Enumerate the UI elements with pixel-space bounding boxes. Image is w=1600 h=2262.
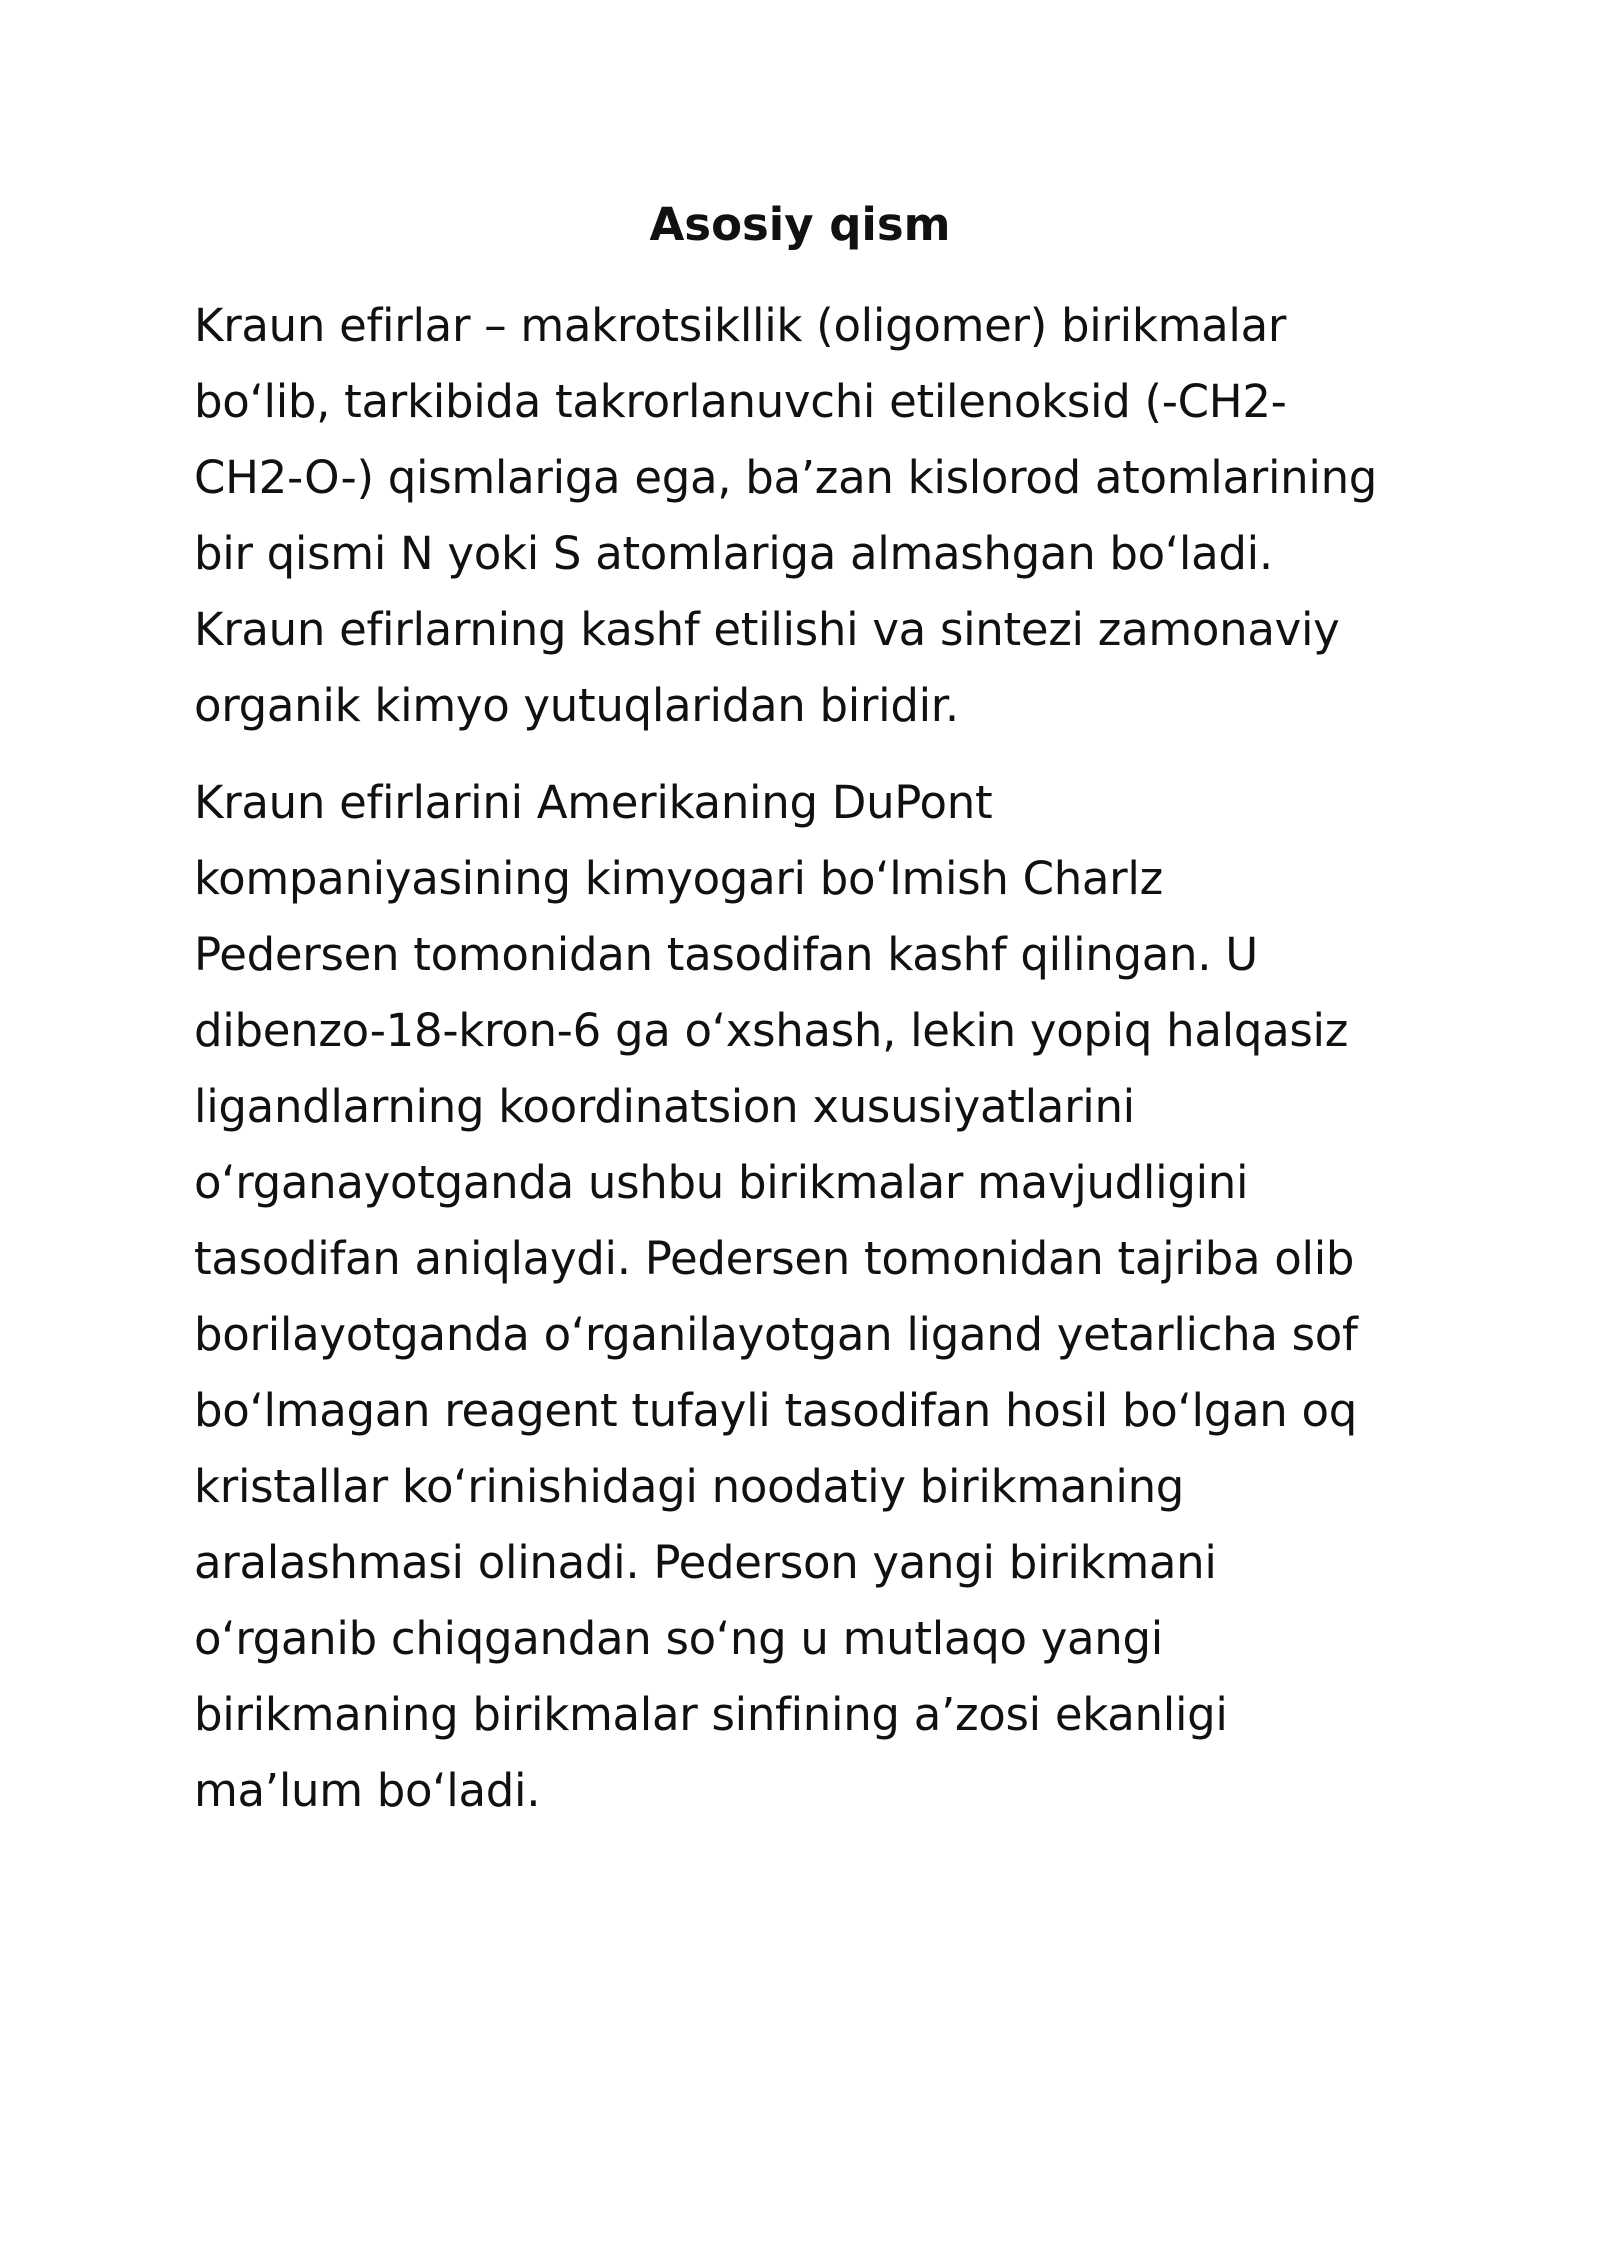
text-line: organik kimyo yutuqlaridan biridir. [194,679,959,732]
text-line: Kraun efirlarning kashf etilishi va sintezi zamonaviy [194,603,1340,656]
text-line: aralashmasi olinadi. Pederson yangi birikmani [194,1536,1217,1589]
text-line: kompaniyasining kimyogari boʻlmish Charlz [194,852,1163,905]
text-line: Pedersen tomonidan tasodifan kashf qilingan. U [194,928,1258,981]
text-line: bir qismi N yoki S atomlariga almashgan boʻladi. [194,527,1273,580]
text-line: boʻlmagan reagent tufayli tasodifan hosil boʻlgan oq [194,1384,1357,1437]
page-title: Asosiy qism [649,198,951,251]
text-line: ligandlarning koordinatsion xususiyatlarini [194,1080,1135,1133]
text-line: oʻrganib chiqgandan soʻng u mutlaqo yangi [194,1612,1163,1665]
text-line: oʻrganayotganda ushbu birikmalar mavjudligini [194,1156,1249,1209]
text-line: kristallar koʻrinishidagi noodatiy birikmaning [194,1460,1185,1513]
text-line: borilayotganda oʻrganilayotgan ligand yetarlicha sof [194,1308,1358,1361]
text-line: maʼlum boʻladi. [194,1764,541,1817]
paragraph-1 [194,288,1424,744]
text-line: tasodifan aniqlaydi. Pedersen tomonidan tajriba olib [194,1232,1355,1285]
text-line: Kraun efirlar – makrotsikllik (oligomer) birikmalar [194,299,1287,352]
text-line: boʻlib, tarkibida takrorlanuvchi etilenoksid (-CH2- [194,375,1287,428]
text-line: CH2-O-) qismlariga ega, baʼzan kislorod atomlarining [194,451,1378,504]
text-line: dibenzo-18-kron-6 ga oʻxshash, lekin yopiq halqasiz [194,1004,1349,1057]
paragraph-2 [194,765,1424,1829]
text-line: Kraun efirlarini Amerikaning DuPont [194,776,993,829]
text-line: birikmaning birikmalar sinfining aʼzosi ekanligi [194,1688,1228,1741]
